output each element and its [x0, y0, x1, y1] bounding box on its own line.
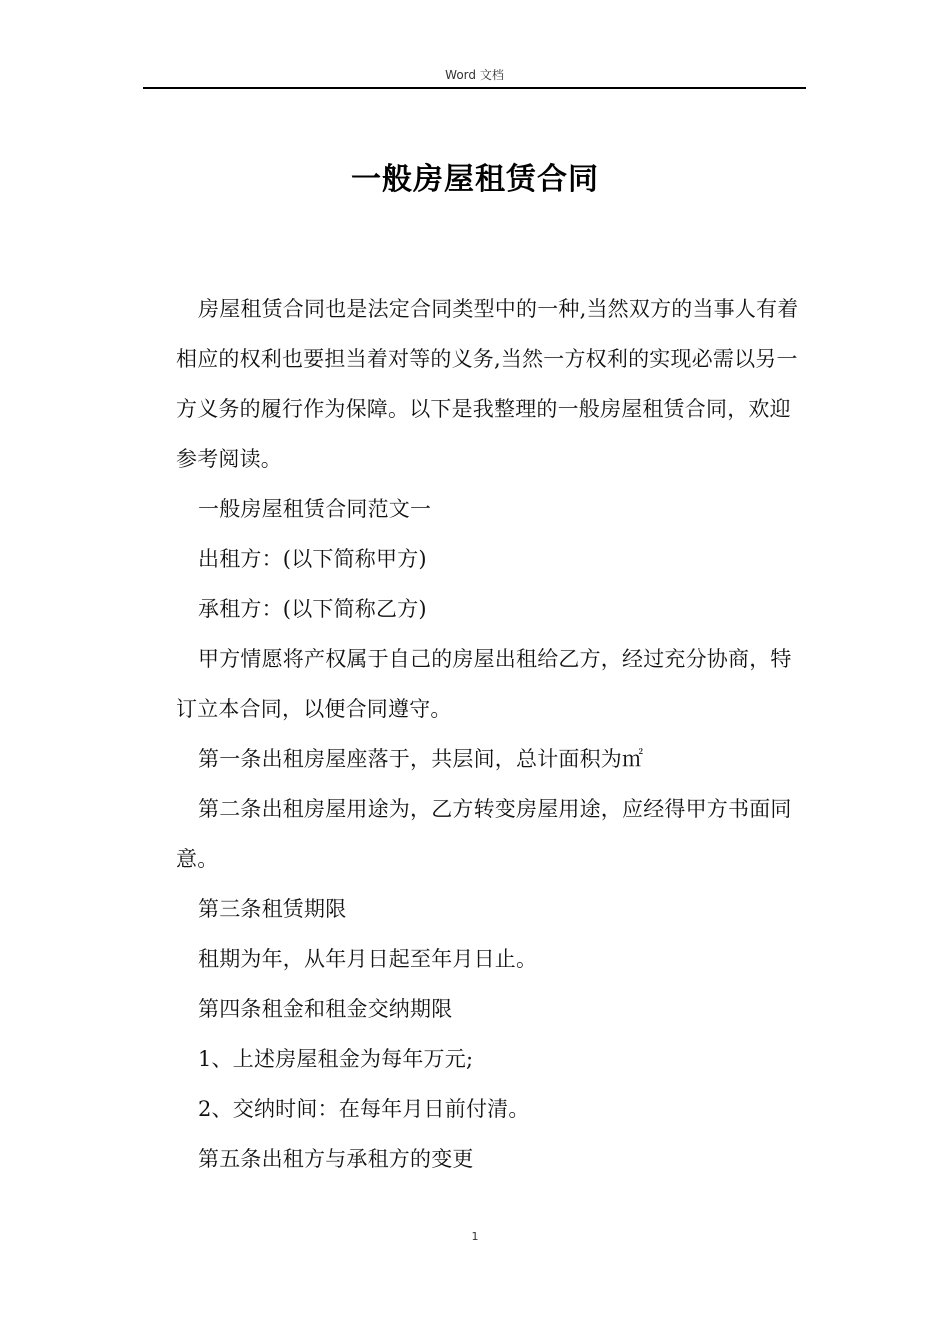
paragraph-intro: 房屋租赁合同也是法定合同类型中的一种,当然双方的当事人有着相应的权利也要担当着对等的义务,当然一方权利的实现必需以另一方义务的履行作为保障。以下是我整理的一般房屋租赁合同，欢迎参考阅读。: [176, 297, 799, 471]
paragraph-payment-time: 2、交纳时间：在每年月日前付清。: [198, 1097, 530, 1121]
paragraph-sample-heading: 一般房屋租赁合同范文一: [198, 497, 432, 521]
paragraph-lease-term: 租期为年，从年月日起至年月日止。: [198, 947, 538, 971]
page-header: [143, 0, 806, 89]
page-number: 1: [471, 1230, 479, 1243]
paragraph-rent-amount: 1、上述房屋租金为每年万元;: [198, 1047, 474, 1071]
paragraph-article-2: 第二条出租房屋用途为，乙方转变房屋用途，应经得甲方书面同意。: [176, 797, 792, 871]
paragraph-article-1: 第一条出租房屋座落于，共层间，总计面积为㎡: [198, 747, 644, 771]
paragraph-agreement: 甲方情愿将产权属于自己的房屋出租给乙方，经过充分协商，特订立本合同，以便合同遵守。: [176, 647, 792, 721]
document-title: 一般房屋租赁合同: [351, 162, 599, 197]
header-label: Word 文档: [445, 68, 504, 82]
paragraph-article-3-heading: 第三条租赁期限: [198, 897, 347, 921]
paragraph-article-4-heading: 第四条租金和租金交纳期限: [198, 997, 453, 1021]
paragraph-article-5-heading: 第五条出租方与承租方的变更: [198, 1147, 474, 1171]
paragraph-lessee: 承租方：(以下简称乙方): [198, 597, 427, 621]
document-body: [176, 284, 808, 1184]
paragraph-lessor: 出租方：(以下简称甲方): [198, 547, 427, 571]
